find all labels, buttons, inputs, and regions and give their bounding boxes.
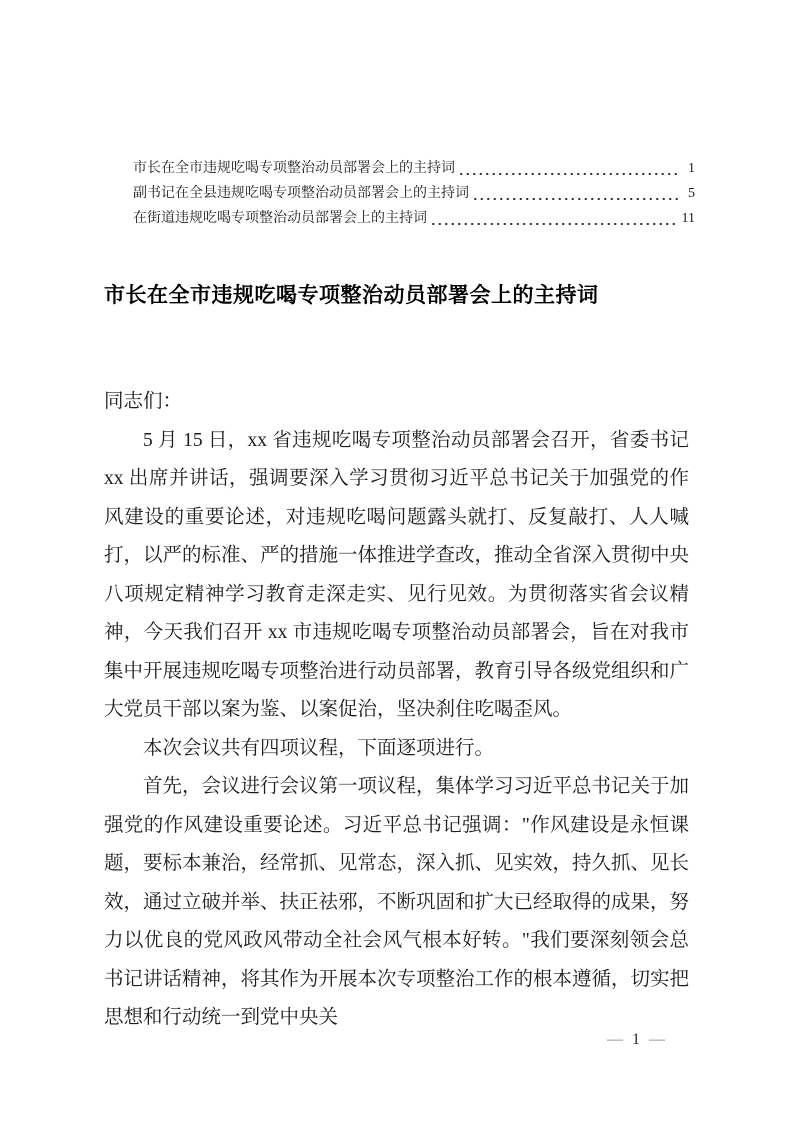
footer-dash-right: —: [649, 1031, 665, 1048]
document-title: 市长在全市违规吃喝专项整治动员部署会上的主持词: [104, 284, 599, 307]
body-paragraph: 5 月 15 日，xx 省违规吃喝专项整治动员部署会召开，省委书记 xx 出席并讲话，强调要深入学习贯彻习近平总书记关于加强党的作风建设的重要论述，对违规吃喝问题露头就打、反复敲打、人人喊打，以严的标准、严的措施一体推进学查改，推动全省深入贯彻中央八项规定精神学习教育走深走实、见行见效。为贯彻落实省会议精神，今天我们召开 xx 市违规吃喝专项整治动员部署会，旨在对我市集中开展违规吃喝专项整治进行动员部署，教育引导各级党组织和广大党员干部以案为鉴、以案促治，坚决刹住吃喝歪风。: [104, 429, 690, 720]
page-number: 1: [632, 1031, 640, 1048]
toc-entry[interactable]: [133, 155, 695, 180]
toc-entry[interactable]: [133, 180, 695, 205]
toc-page-number: 11: [681, 211, 695, 226]
toc-entry-title: 在街道违规吃喝专项整治动员部署会上的主持词: [133, 211, 427, 226]
salutation: 同志们：: [104, 391, 183, 412]
toc-page-number: 5: [688, 186, 695, 201]
toc-leader-dots: [458, 172, 679, 176]
toc-entry-title: 副书记在全县违规吃喝专项整治动员部署会上的主持词: [133, 186, 469, 201]
body-paragraph: 首先，会议进行会议第一项议程，集体学习习近平总书记关于加强党的作风建设重要论述。习近平总书记强调："作风建设是永恒课题，要标本兼治，经常抓、见常态，深入抓、见实效，持久抓、见长效，通过立破并举、扶正祛邪，不断巩固和扩大已经取得的成果，努力以优良的党风政风带动全社会风气根本好转。"我们要深刻领会总书记讲话精神，将其作为开展本次专项整治工作的根本遵循，切实把思想和行动统一到党中央关: [104, 776, 690, 1028]
body-paragraph: 本次会议共有四项议程，下面逐项进行。: [143, 737, 495, 759]
toc-leader-dots: [472, 197, 679, 201]
table-of-contents: [133, 155, 695, 230]
toc-entry-title: 市长在全市违规吃喝专项整治动员部署会上的主持词: [133, 161, 455, 176]
toc-page-number: 1: [688, 161, 695, 176]
footer-dash-left: —: [607, 1031, 623, 1048]
page-footer: [562, 1030, 710, 1050]
toc-leader-dots: [430, 222, 679, 226]
document-body: [104, 383, 689, 1038]
toc-entry[interactable]: [133, 205, 695, 230]
